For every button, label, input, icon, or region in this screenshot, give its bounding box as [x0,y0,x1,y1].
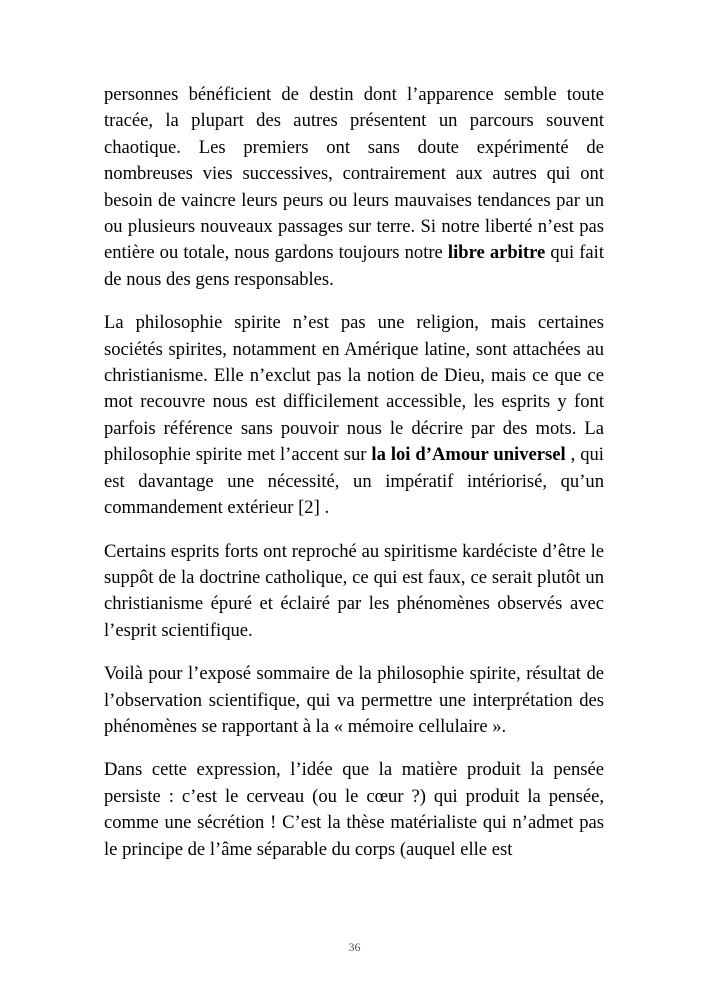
paragraph-2-text-1: La philosophie spirite n’est pas une religion, mais certaines sociétés spirites, notamment en Amérique latine, sont attachées au christianisme. Elle n’exclut pas la notion de Dieu, mais ce que ce mot recouvre nous est difficilement accessible, les esprits y font parfois référence sans pouvoir nous le décrire par des mots. La philosophie spirite met l’accent sur [104,312,604,466]
paragraph-1-text-1: personnes bénéficient de destin dont l’apparence semble toute tracée, la plupart des autres présentent un parcours souvent chaotique. Les premiers ont sans doute expérimenté de nombreuses vies successives, contrairement aux autres qui ont besoin de vaincre leurs peurs ou leurs mauvaises tendances par un ou plusieurs nouveaux passages sur terre. Si notre liberté n’est pas entière ou totale, nous gardons toujours notre [104,84,604,264]
paragraph-2 [104,310,604,521]
paragraph-1-text-2: qui fait de nous des gens responsables. [104,242,604,290]
paragraph-1 [104,82,604,293]
paragraph-3-text: Certains esprits forts ont reproché au spiritisme kardéciste d’être le suppôt de la doctrine catholique, ce qui est faux, ce serait plutôt un christianisme épuré et éclairé par les phénomènes observés avec l’esprit scientifique. [104,540,604,641]
paragraph-5-text: Dans cette expression, l’idée que la matière produit la pensée persiste : c’est le cerveau (ou le cœur ?) qui produit la pensée, comme une sécrétion ! C’est la thèse matérialiste qui n’admet pas le principe de l’âme séparable du corps (auquel elle est [104,759,604,860]
paragraph-4-text: Voilà pour l’exposé sommaire de la philosophie spirite, résultat de l’observation scientifique, qui va permettre une interprétation des phénomènes se rapportant à la « mémoire cellulaire ». [104,663,604,737]
bold-libre-arbitre: libre arbitre [447,242,546,264]
paragraph-5 [104,757,604,863]
paragraph-4 [104,661,604,740]
paragraph-3 [104,539,604,645]
bold-loi-amour-universel: la loi d’Amour universel [371,444,566,466]
paragraph-2-text-2: , qui est davantage une nécessité, un impératif intériorisé, qu’un commandement extérieur [2] . [104,444,604,519]
page-body [104,82,604,880]
page-number: 36 [348,940,361,954]
